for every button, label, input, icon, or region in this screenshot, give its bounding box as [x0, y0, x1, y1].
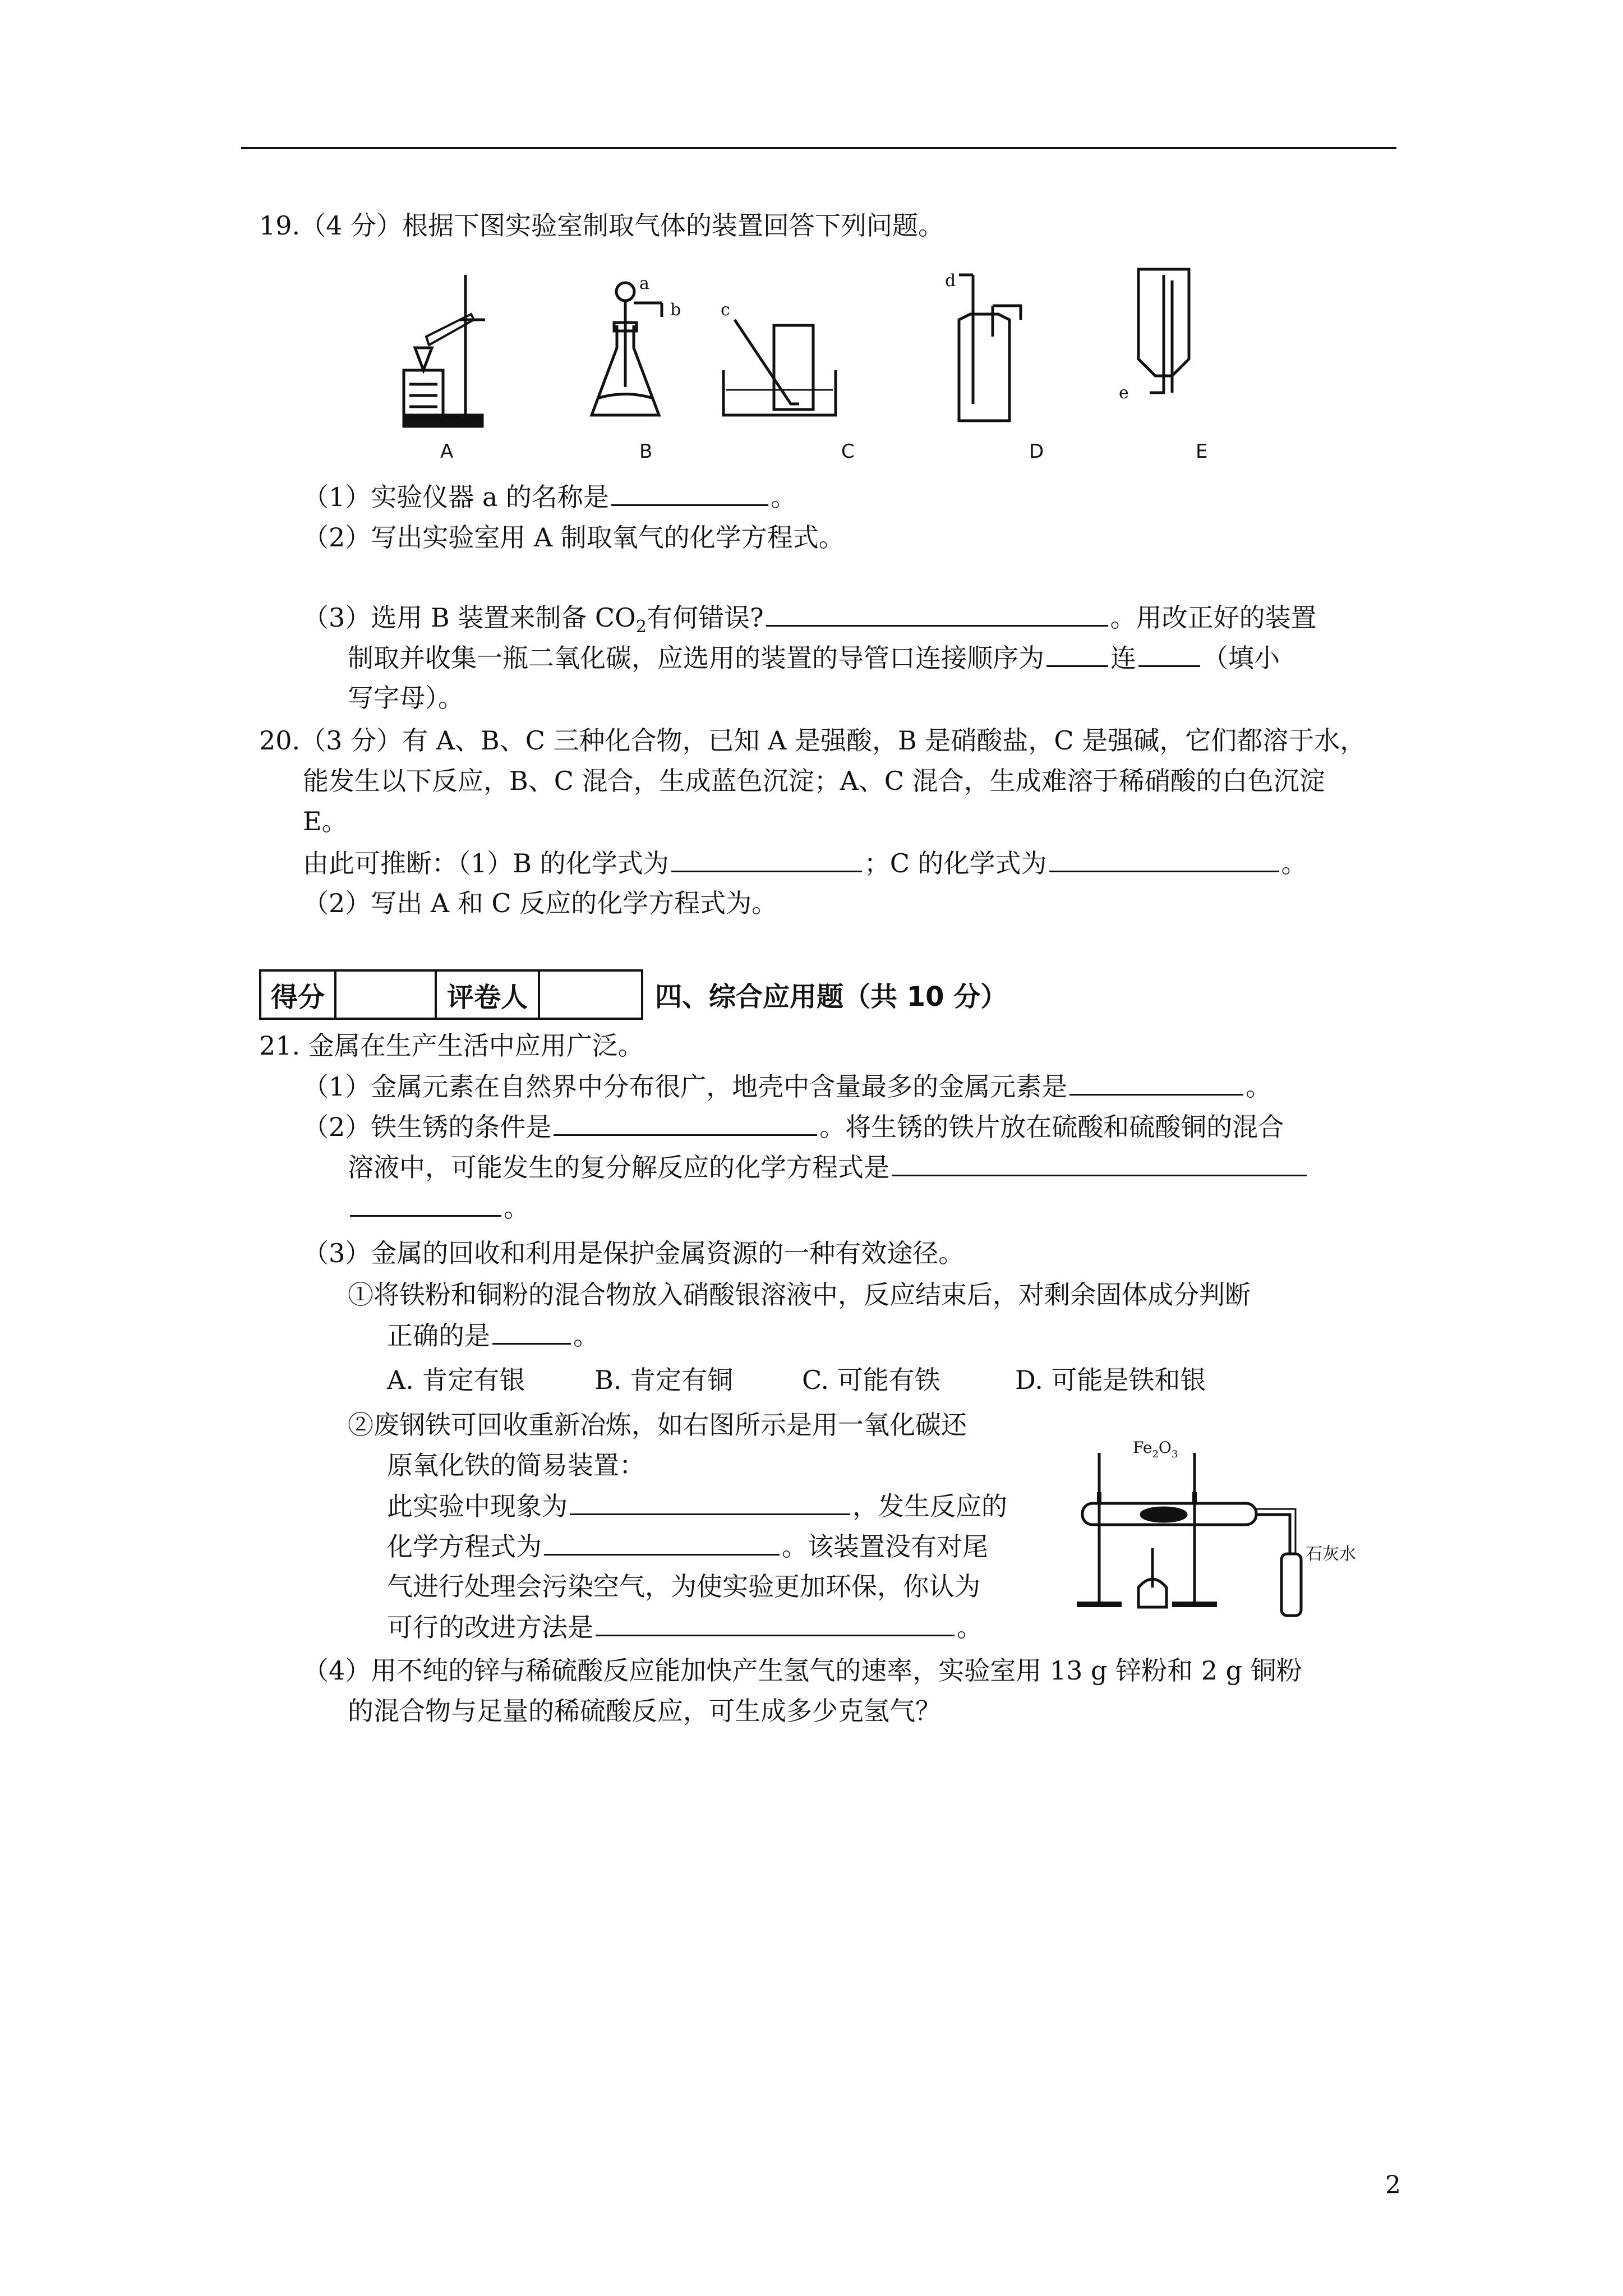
part-letter-a: a [639, 274, 649, 293]
q21-phenomenon-text: 此实验中现象为 [387, 1491, 568, 1521]
q19-part1-text: （1）实验仪器 a 的名称是 [303, 482, 609, 512]
q21-phenomenon-end: ，发生反应的 [852, 1491, 1007, 1521]
q21-part4-line1: （4）用不纯的锌与稀硫酸反应能加快产生氢气的速率，实验室用 13 g 锌粉和 2 g 铜粉 [303, 1655, 1302, 1686]
q21-part2-line2-text: 溶液中，可能发生的复分解反应的化学方程式是 [348, 1152, 889, 1182]
q21-equation2-text: 化学方程式为 [387, 1531, 542, 1562]
q21-part1-blank[interactable] [1069, 1069, 1243, 1096]
apparatus-a-drawing [404, 275, 485, 426]
q21-part2 [303, 1110, 1284, 1144]
q21-part1-text: （1）金属元素在自然界中分布很广，地壳中含量最多的金属元素是 [303, 1071, 1068, 1102]
q21-option-a[interactable]: A. 肯定有银 [387, 1365, 525, 1395]
co-reduction-figure [1071, 1419, 1363, 1627]
q21-equation2-end: 。该装置没有对尾 [782, 1531, 988, 1562]
q21-rust-condition-blank[interactable] [554, 1110, 817, 1136]
q19-part3-text2: 有何错误? [646, 602, 764, 633]
q21-improvement-text: 可行的改进方法是 [387, 1612, 593, 1642]
q21-part3-1: ①将铁粉和铜粉的混合物放入硝酸银溶液中，反应结束后，对剩余固体成分判断 [348, 1280, 1251, 1310]
figure-label-e: E [1196, 440, 1208, 463]
q20-line3: E。 [303, 806, 348, 836]
figure-label-d: D [1029, 440, 1044, 463]
limewater-label: 石灰水 [1306, 1544, 1356, 1564]
figure-label-a: A [440, 440, 454, 463]
q21-part2-line3 [348, 1190, 529, 1225]
part-letter-c: c [721, 300, 730, 320]
q19-part1-end: 。 [770, 482, 796, 512]
figure-label-b: B [639, 440, 653, 463]
q19-connect-blank-1[interactable] [1046, 641, 1108, 667]
q21-part3-1-blank[interactable] [492, 1318, 571, 1345]
q20-line4 [303, 846, 1307, 880]
q21-part3-2-line1: ②废钢铁可回收重新冶炼，如右图所示是用一氧化碳还 [348, 1410, 967, 1440]
q21-part3-1-line2 [387, 1318, 599, 1352]
q19-part3-line2-end: （填小 [1202, 643, 1280, 673]
page-number: 2 [1385, 2171, 1401, 2200]
q21-part2-text2: 。将生锈的铁片放在硫酸和硫酸铜的混合 [819, 1112, 1284, 1142]
q21-stem: 21. 金属在生产生活中应用广泛。 [259, 1030, 644, 1061]
apparatus-c-drawing [723, 320, 836, 415]
fe2o3-label: $Fe_2O_3$ [1133, 1438, 1178, 1460]
q19-apparatus-figure [387, 264, 1256, 488]
q21-option-b[interactable]: B. 肯定有铜 [594, 1365, 734, 1395]
header-rule [241, 147, 1396, 149]
q21-part2-text: （2）铁生锈的条件是 [303, 1112, 552, 1142]
q21-phenomenon-blank[interactable] [570, 1489, 850, 1515]
q19-part2: （2）写出实验室用 A 制取氧气的化学方程式。 [303, 522, 845, 553]
score-table [259, 969, 643, 1020]
q19-part1-blank[interactable] [611, 480, 768, 506]
q20-line5: （2）写出 A 和 C 反应的化学方程式为。 [303, 888, 778, 918]
q21-part4-line2: 的混合物与足量的稀硫酸反应，可生成多少克氢气？ [348, 1696, 941, 1726]
q19-connect-blank-2[interactable] [1138, 641, 1200, 667]
apparatus-e-drawing [1138, 269, 1189, 393]
figure-label-c: C [841, 440, 855, 463]
q21-part2-line3-end: 。 [504, 1193, 529, 1223]
q19-part3-sub: 2 [635, 617, 647, 637]
q21-part3-2-line3 [387, 1489, 1007, 1523]
q19-part1 [303, 480, 796, 514]
q21-option-d[interactable]: D. 可能是铁和银 [1015, 1365, 1206, 1395]
part-letter-e: e [1119, 383, 1129, 403]
q19-part3-line2 [348, 641, 1280, 675]
q19-part3-text3: 。用改正好的装置 [1110, 602, 1317, 633]
q21-improvement-end: 。 [957, 1612, 983, 1642]
q21-equation2-blank[interactable] [544, 1529, 780, 1556]
score-label: 得分 [261, 972, 336, 1018]
q21-part1 [303, 1069, 1271, 1103]
q21-part3-2-line4 [387, 1529, 988, 1563]
q19-part3-blank[interactable] [766, 600, 1108, 627]
q21-equation-blank-cont[interactable] [350, 1190, 501, 1217]
q21-part3: （3）金属的回收和利用是保护金属资源的一种有效途径。 [303, 1238, 965, 1268]
section4-title: 四、综合应用题（共 10 分） [655, 981, 1008, 1013]
q21-option-c[interactable]: C. 可能有铁 [802, 1365, 940, 1395]
score-box[interactable] [336, 972, 437, 1018]
q19-part3-line2-text: 制取并收集一瓶二氧化碳，应选用的装置的导管口连接顺序为 [348, 643, 1044, 673]
q21-part1-end: 。 [1246, 1071, 1272, 1102]
q21-part3-2-line2: 原氧化铁的简易装置： [387, 1450, 645, 1480]
q19-part3-text: （3）选用 B 装置来制备 CO [303, 602, 636, 633]
q20-line4-text: 由此可推断：（1）B 的化学式为 [303, 848, 669, 878]
q20-line2: 能发生以下反应，B、C 混合，生成蓝色沉淀；A、C 混合，生成难溶于稀硝酸的白色沉淀 [303, 766, 1325, 796]
q21-equation-blank[interactable] [892, 1150, 1307, 1176]
q20-line4-mid: ；C 的化学式为 [864, 848, 1047, 878]
q21-part3-1-text: 正确的是 [387, 1320, 490, 1351]
q21-improvement-blank[interactable] [596, 1610, 955, 1636]
part-letter-b: b [670, 300, 681, 320]
q19-stem: 19.（4 分）根据下图实验室制取气体的装置回答下列问题。 [259, 210, 944, 241]
q20-line4-end: 。 [1281, 848, 1307, 878]
grader-box[interactable] [540, 972, 641, 1018]
part-letter-d: d [945, 271, 956, 291]
q21-part3-2-line5: 气进行处理会污染空气，为使实验更加环保，你认为 [387, 1571, 980, 1602]
q20-line1: 20.（3 分）有 A、B、C 三种化合物，已知 A 是强酸，B 是硝酸盐，C 是强碱，它们都溶于水， [259, 725, 1366, 756]
q20-c-formula-blank[interactable] [1049, 846, 1279, 872]
apparatus-d-drawing [959, 275, 1021, 421]
q21-part3-2-line6 [387, 1610, 983, 1644]
q19-part3-line3: 写字母）。 [348, 683, 464, 713]
q21-part3-1-end: 。 [573, 1320, 599, 1351]
q20-b-formula-blank[interactable] [671, 846, 862, 872]
grader-label: 评卷人 [437, 972, 540, 1018]
q19-part3-line2-mid: 连 [1110, 643, 1136, 673]
q21-part2-line2 [348, 1150, 1309, 1184]
q19-part3 [303, 600, 1317, 644]
apparatus-b-drawing [592, 283, 662, 415]
